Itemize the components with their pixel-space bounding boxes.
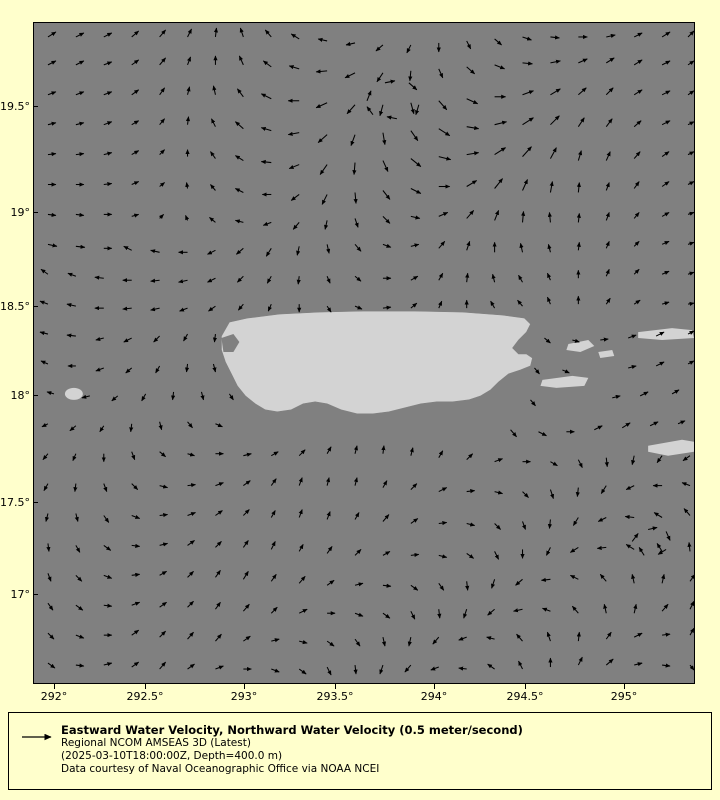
legend-time-depth: (2025-03-10T18:00:00Z, Depth=400.0 m)	[61, 750, 283, 762]
map-plot-area[interactable]	[33, 22, 695, 684]
y-tick-mark-18-5	[33, 306, 38, 307]
legend-panel	[8, 712, 712, 790]
y-tick-18: 18°	[10, 389, 30, 402]
x-tick-294-5: 294.5°	[506, 690, 544, 703]
y-tick-mark-18	[33, 395, 38, 396]
y-tick-mark-17	[33, 594, 38, 595]
legend-text-block	[61, 723, 701, 776]
x-tick-294: 294°	[420, 690, 448, 703]
legend-dataset: Regional NCOM AMSEAS 3D (Latest)	[61, 737, 251, 749]
x-tick-mark-292	[54, 684, 55, 689]
x-tick-mark-292-5	[145, 684, 146, 689]
vector-arrow-icon	[21, 731, 59, 743]
y-tick-17-5: 17.5°	[0, 496, 30, 509]
vector-field-plot	[34, 23, 694, 683]
x-tick-mark-293	[244, 684, 245, 689]
x-tick-mark-294	[434, 684, 435, 689]
x-tick-mark-293-5	[335, 684, 336, 689]
y-tick-19: 19°	[10, 206, 30, 219]
x-tick-293: 293°	[230, 690, 258, 703]
y-tick-18-5: 18.5°	[0, 300, 30, 313]
x-tick-mark-294-5	[525, 684, 526, 689]
y-tick-mark-17-5	[33, 502, 38, 503]
x-tick-292-5: 292.5°	[126, 690, 164, 703]
y-tick-mark-19-5	[33, 106, 38, 107]
mona-island	[65, 388, 83, 400]
x-tick-mark-295	[624, 684, 625, 689]
x-tick-293-5: 293.5°	[316, 690, 354, 703]
y-tick-mark-19	[33, 212, 38, 213]
x-tick-295: 295°	[610, 690, 638, 703]
y-tick-17: 17°	[10, 588, 30, 601]
legend-title: Eastward Water Velocity, Northward Water Velocity (0.5 meter/second)	[61, 723, 523, 737]
x-tick-292: 292°	[40, 690, 68, 703]
legend-courtesy: Data courtesy of Naval Oceanographic Office via NOAA NCEI	[61, 763, 380, 775]
y-tick-19-5: 19.5°	[0, 100, 30, 113]
